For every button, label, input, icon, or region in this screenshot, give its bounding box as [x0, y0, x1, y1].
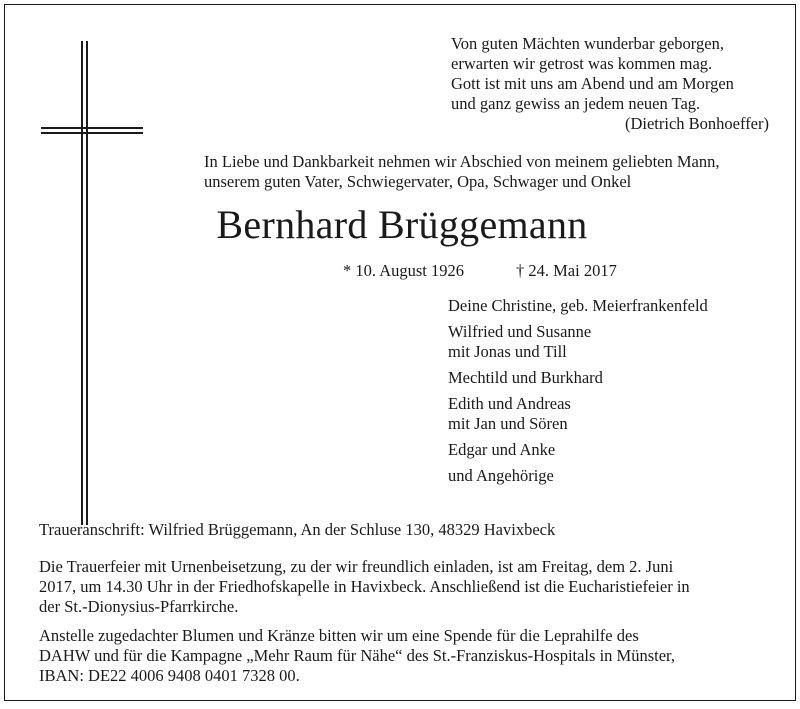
- mourner-line: Edith und Andreas: [448, 394, 571, 413]
- mourner-group: [448, 466, 708, 486]
- farewell-intro: [204, 152, 719, 192]
- funeral-line: Die Trauerfeier mit Urnenbeisetzung, zu der wir freundlich einladen, ist am Freitag, dem 2. Juni: [39, 557, 674, 576]
- obituary-notice: [4, 4, 796, 701]
- donation-line: DAHW und für die Kampagne „Mehr Raum für Nähe“ des St.-Franziskus-Hospitals in Münster,: [39, 646, 675, 665]
- quote-line: und ganz gewiss an jedem neuen Tag.: [451, 94, 701, 113]
- quote-line: Gott ist mit uns am Abend und am Morgen: [451, 74, 734, 93]
- donation-line: Anstelle zugedachter Blumen und Kränze bitten wir um eine Spende für die Leprahilfe des: [39, 626, 639, 645]
- deceased-name: Bernhard Brüggemann: [216, 202, 588, 247]
- mourner-group: [448, 322, 708, 362]
- mourning-address: Traueranschrift: Wilfried Brüggemann, An der Schluse 130, 48329 Havixbeck: [39, 520, 556, 539]
- mourner-line: mit Jan und Sören: [448, 414, 568, 433]
- quote-line: erwarten wir getrost was kommen mag.: [451, 54, 713, 73]
- death-date: † 24. Mai 2017: [516, 261, 617, 280]
- life-dates: [343, 261, 617, 281]
- cross-vertical-bar: [81, 41, 83, 525]
- mourner-group: [448, 394, 708, 434]
- funeral-details: [39, 557, 690, 617]
- quote-line: Von guten Mächten wunderbar geborgen,: [451, 34, 724, 53]
- cross-vertical-bar: [86, 41, 88, 525]
- cross-icon: [41, 41, 143, 527]
- bonhoeffer-quote: [451, 34, 769, 134]
- donation-line: IBAN: DE22 4006 9408 0401 7328 00.: [39, 666, 300, 685]
- mourner-line: Mechtild und Burkhard: [448, 368, 603, 387]
- donation-request: [39, 626, 675, 686]
- mourner-line: mit Jonas und Till: [448, 342, 567, 361]
- mourner-group: [448, 296, 708, 316]
- cross-horizontal-bar: [41, 127, 143, 129]
- mourner-line: Deine Christine, geb. Meierfrankenfeld: [448, 296, 708, 315]
- quote-author: (Dietrich Bonhoeffer): [624, 114, 769, 133]
- intro-line: In Liebe und Dankbarkeit nehmen wir Abschied von meinem geliebten Mann,: [204, 152, 720, 171]
- mourner-line: Wilfried und Susanne: [448, 322, 592, 341]
- intro-line: unserem guten Vater, Schwiegervater, Opa, Schwager und Onkel: [204, 172, 632, 191]
- mourner-group: [448, 368, 708, 388]
- birth-date: * 10. August 1926: [343, 261, 465, 280]
- mourner-line: Edgar und Anke: [448, 440, 556, 459]
- funeral-line: der St.-Dionysius-Pfarrkirche.: [39, 597, 239, 616]
- mourner-line: und Angehörige: [448, 466, 554, 485]
- mourner-group: [448, 440, 708, 460]
- funeral-line: 2017, um 14.30 Uhr in der Friedhofskapelle in Havixbeck. Anschließend ist die Eucharistiefeier in: [39, 577, 690, 596]
- mourners-list: [448, 296, 708, 492]
- cross-horizontal-bar: [41, 132, 143, 134]
